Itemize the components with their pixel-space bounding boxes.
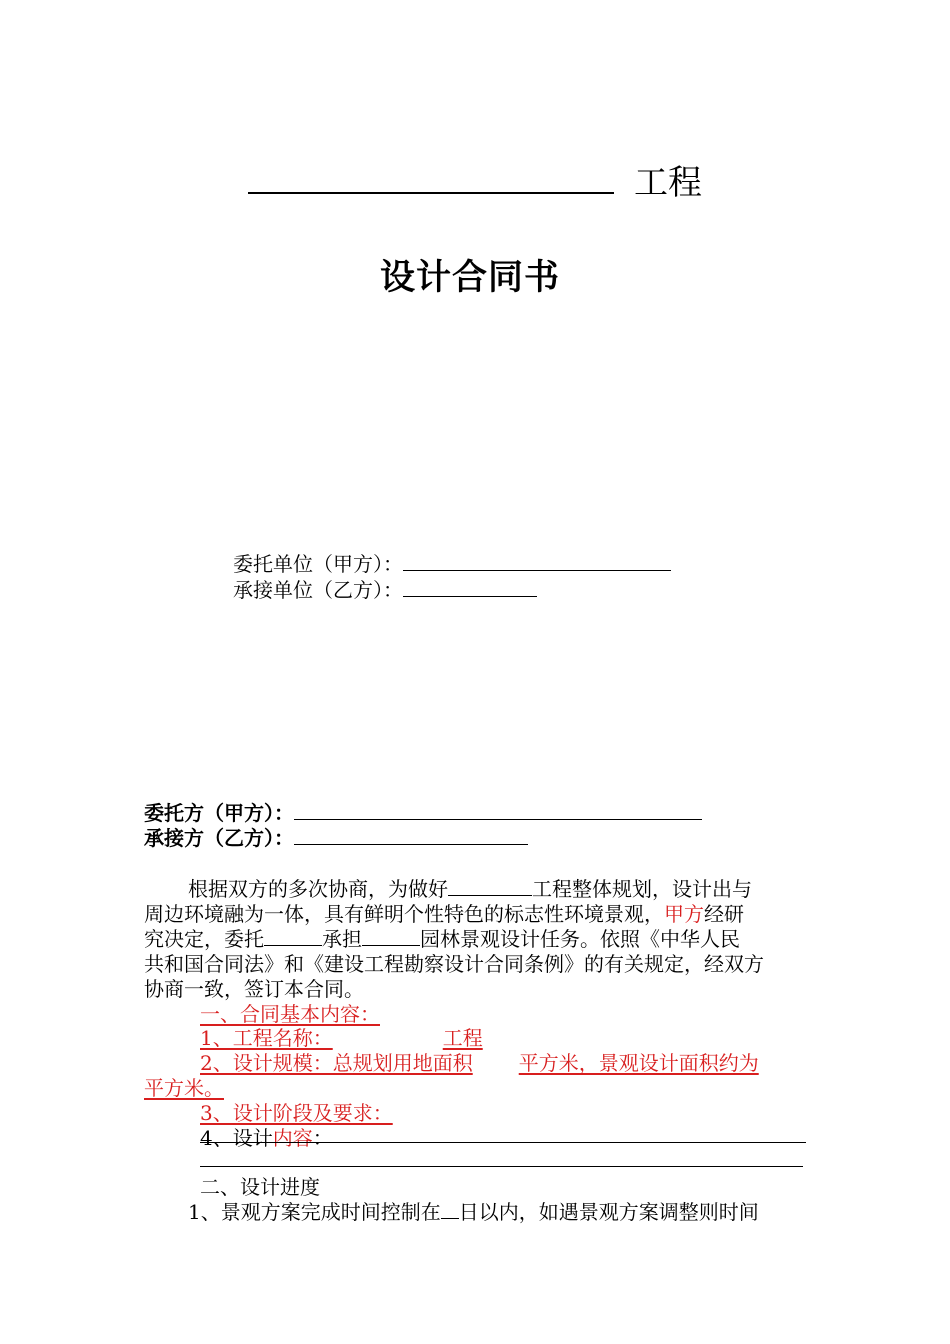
- intro-text: 经研: [704, 902, 744, 926]
- item-2-line: [200, 1047, 759, 1076]
- intro-line-5: 协商一致，签订本合同。: [144, 977, 364, 1001]
- item-4-text: ：: [312, 1126, 333, 1150]
- entrust-blank[interactable]: [264, 927, 322, 946]
- intro-text: 承担: [322, 927, 362, 951]
- undertake-blank[interactable]: [362, 927, 420, 946]
- item-4-underline-1[interactable]: [200, 1142, 806, 1143]
- project-suffix: 工程: [634, 163, 702, 203]
- item-4-text: 4、设计: [200, 1126, 273, 1150]
- schedule-text: 日以内，如遇景观方案调整则时间: [458, 1200, 759, 1224]
- intro-text: 根据双方的多次协商，为做好: [188, 877, 448, 901]
- section-2-item-1: [188, 1196, 759, 1225]
- contractor-unit-line: [233, 574, 537, 603]
- contractor-unit-blank[interactable]: [403, 576, 537, 597]
- area-field[interactable]: [473, 1051, 519, 1075]
- party-b-blank[interactable]: [294, 824, 528, 845]
- days-blank[interactable]: [441, 1200, 459, 1219]
- project-name-blank[interactable]: [248, 162, 614, 194]
- project-name-line: [248, 155, 702, 204]
- item-2-text: 2、设计规模：总规划用地面积: [200, 1051, 473, 1075]
- intro-text: 究决定，委托: [144, 927, 264, 951]
- schedule-text: 1、景观方案完成时间控制在: [188, 1200, 441, 1224]
- section-2-title: 二、设计进度: [200, 1175, 320, 1199]
- intro-text: 周边环境融为一体，具有鲜明个性特色的标志性环境景观，: [144, 902, 664, 926]
- item-2-text: 平方米，景观设计面积约为: [518, 1051, 759, 1075]
- party-a-blank[interactable]: [294, 799, 702, 820]
- intro-text: 工程整体规划，设计出与: [532, 877, 752, 901]
- item-4-line: [200, 1122, 333, 1151]
- item-3-line: 3、设计阶段及要求：: [200, 1101, 393, 1125]
- intro-red-text: 甲方: [664, 902, 704, 926]
- item-1-suffix: 工程: [442, 1026, 483, 1050]
- item-4-underline-2[interactable]: [200, 1166, 803, 1167]
- contractor-unit-label: 承接单位（乙方）：: [233, 578, 403, 602]
- client-unit-blank[interactable]: [403, 550, 671, 571]
- item-4-red-text: 内容: [272, 1126, 313, 1150]
- party-a-label: 委托方（甲方）：: [144, 801, 294, 825]
- intro-line-4: 共和国合同法》和《建设工程勘察设计合同条例》的有关规定，经双方: [144, 952, 764, 976]
- document-title: 设计合同书: [380, 258, 561, 298]
- item-1-label: 1、工程名称：: [200, 1026, 333, 1050]
- party-b-line: [144, 822, 528, 851]
- intro-text: 园林景观设计任务。依照《中华人民: [420, 927, 740, 951]
- party-b-label: 承接方（乙方）：: [144, 826, 294, 850]
- client-unit-label: 委托单位（甲方）：: [233, 552, 403, 576]
- client-unit-line: [233, 548, 671, 577]
- section-1-title: 一、合同基本内容：: [200, 1002, 380, 1026]
- project-blank[interactable]: [448, 877, 532, 896]
- item-2-line-cont: 平方米。: [144, 1076, 224, 1100]
